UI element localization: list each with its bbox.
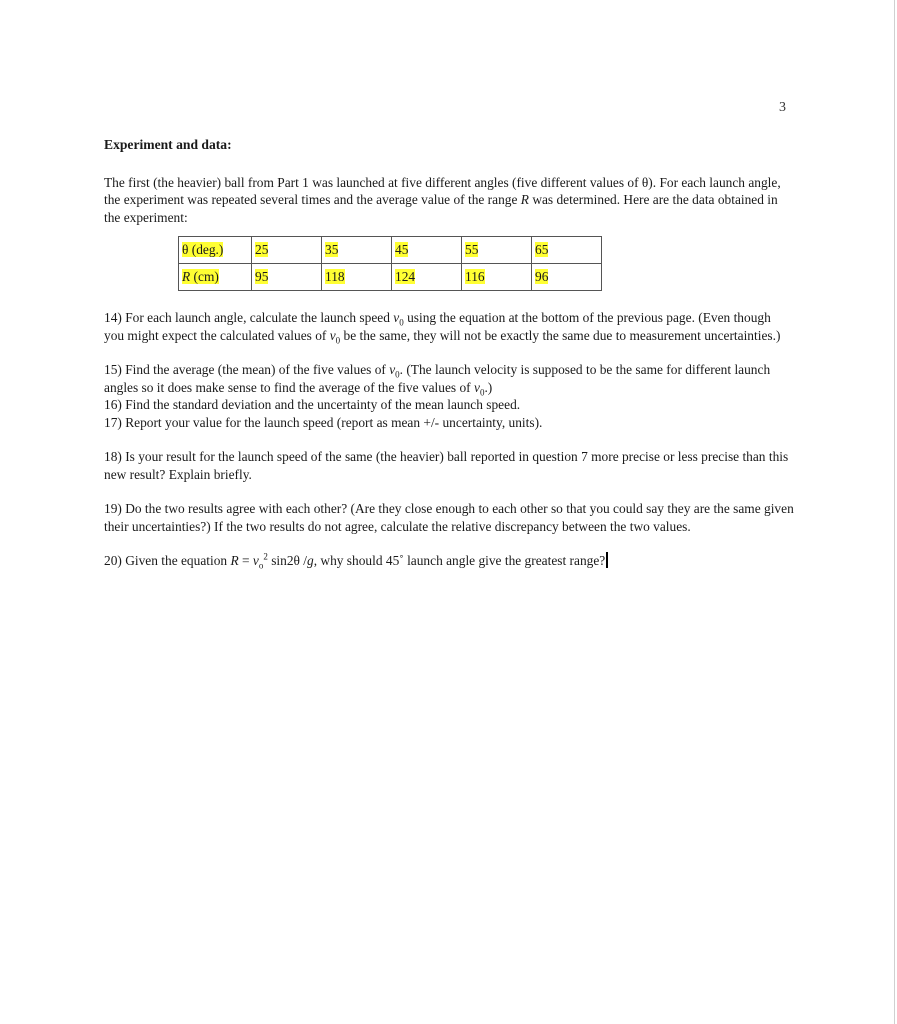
intro-text-1: The first (the heavier) ball from Part 1 was launched at five different angles (five different values of θ). For each launch angle, the experiment was repeated several times and the average value of the range <box>104 174 781 207</box>
question-text: Do the two results agree with each other? (Are they close enough to each other so that you could say they are the same given their uncertainties?) If the two results do not agree, calculate the relative discrepancy between the two values. <box>104 501 794 534</box>
question-text: . (The launch velocity is supposed to be the same for different launch angles so it does make sense to find the average of the five values of <box>104 362 771 395</box>
angle-value: 55 <box>465 242 479 257</box>
range-label-var: R <box>182 269 191 284</box>
equation-sin: sin2θ / <box>267 553 307 568</box>
range-value: 124 <box>395 269 416 284</box>
equation-equals: = <box>238 553 253 568</box>
v-subscript: 0 <box>479 387 485 398</box>
question-text: Is your result for the launch speed of the same (the heavier) ball reported in question 7 more precise or less precise than this new result? Explain briefly. <box>104 449 789 482</box>
document-body[interactable] <box>104 136 794 587</box>
question-text: For each launch angle, calculate the launch speed <box>121 310 394 325</box>
range-label-unit: (cm) <box>190 269 219 284</box>
question-text: Find the standard deviation and the uncertainty of the mean launch speed. <box>121 397 521 412</box>
angle-value: 25 <box>255 242 269 257</box>
question-text: be the same, they will not be exactly the same due to measurement uncertainties.) <box>340 327 781 343</box>
table-cell <box>252 264 322 291</box>
question-17 <box>104 414 794 432</box>
table-cell <box>322 264 392 291</box>
question-text: Find the average (the mean) of the five values of <box>121 362 390 377</box>
question-20 <box>104 552 794 570</box>
equation-v-subscript: o <box>258 560 264 571</box>
table-cell <box>252 237 322 264</box>
table-row-label <box>179 237 252 264</box>
table-cell <box>462 264 532 291</box>
question-text: using the equation at the bottom of the previous page. (Even though you might expect the calculated values of <box>104 310 771 343</box>
v-symbol: v <box>329 327 336 343</box>
angle-value: 45 <box>395 242 409 257</box>
v-subscript: 0 <box>395 369 400 380</box>
question-group-15-17 <box>104 361 794 431</box>
angle-value: 65 <box>535 242 549 257</box>
v-subscript: 0 <box>335 335 341 346</box>
question-number: 19) <box>104 501 122 516</box>
question-number: 15) <box>104 362 122 377</box>
question-text: , why should 45˚ launch angle give the greatest range? <box>313 553 606 568</box>
range-label <box>182 269 219 284</box>
equation-r: R <box>230 553 239 568</box>
table-row-range <box>179 264 602 291</box>
question-18 <box>104 448 794 483</box>
v-symbol: v <box>389 362 396 377</box>
question-number: 18) <box>104 449 122 464</box>
table-cell <box>392 264 462 291</box>
range-value: 116 <box>465 269 485 284</box>
question-number: 16) <box>104 397 122 412</box>
intro-text-2: was determined. Here are the data obtained in the experiment: <box>104 192 778 225</box>
v-symbol: v <box>473 379 480 395</box>
question-number: 14) <box>104 310 122 325</box>
question-16 <box>104 396 794 414</box>
question-text: .) <box>484 379 493 395</box>
question-number: 17) <box>104 414 122 430</box>
equation-v-superscript: 2 <box>263 551 268 562</box>
table-cell <box>532 264 602 291</box>
text-cursor <box>606 552 608 568</box>
range-value: 95 <box>255 269 269 284</box>
question-15 <box>104 361 794 396</box>
range-value: 118 <box>325 269 345 284</box>
page-number: 3 <box>779 100 786 115</box>
range-value: 96 <box>535 269 549 284</box>
table-cell <box>532 237 602 264</box>
table-cell <box>392 237 462 264</box>
question-text: Report your value for the launch speed (report as mean +/- uncertainty, units). <box>121 414 543 430</box>
table-row-angle <box>179 237 602 264</box>
question-text: Given the equation <box>121 553 231 568</box>
v-symbol: v <box>393 310 400 325</box>
equation-v: v <box>252 553 259 568</box>
intro-paragraph <box>104 174 794 227</box>
table-cell <box>462 237 532 264</box>
equation-g: g <box>307 553 314 568</box>
angle-label: θ (deg.) <box>182 242 224 257</box>
section-heading: Experiment and data: <box>104 137 232 152</box>
question-19 <box>104 500 794 535</box>
page-edge <box>894 0 895 1024</box>
question-14 <box>104 309 794 344</box>
question-number: 20) <box>104 553 122 568</box>
range-symbol: R <box>520 192 529 207</box>
v-subscript: 0 <box>399 317 404 328</box>
angle-value: 35 <box>325 242 339 257</box>
table-row-label <box>179 264 252 291</box>
table-cell <box>322 237 392 264</box>
data-table <box>178 236 602 291</box>
